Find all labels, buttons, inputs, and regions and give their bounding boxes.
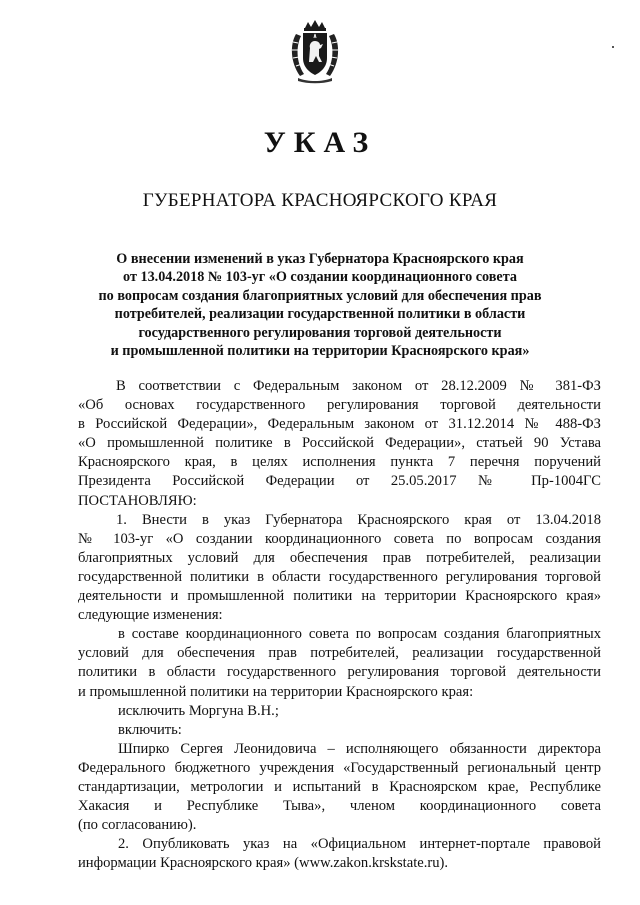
- body-line: следующие изменения:: [78, 607, 223, 624]
- document-heading: [60, 250, 580, 360]
- coat-of-arms-icon: [288, 20, 342, 84]
- body-line: ПОСТАНОВЛЯЮ:: [78, 492, 197, 509]
- heading-line: и промышленной политики на территории Красноярского края»: [110, 343, 530, 360]
- body-line: и промышленной политики на территории Красноярского края:: [78, 683, 474, 700]
- heading-line: от 13.04.2018 № 103-уг «О создании координационного совета: [123, 269, 517, 286]
- scan-dot: [612, 46, 614, 48]
- body-line: «Об основах государственного регулирования торговой деятельности: [78, 397, 601, 414]
- body-line: деятельности и промышленной политики на территории Красноярского края»: [78, 588, 601, 605]
- body-line: исключить Моргуна В.Н.;: [118, 702, 279, 719]
- body-line: Хакасия и Республике Тыва», членом координационного совета: [78, 798, 601, 815]
- body-line: благоприятных условий для обеспечения прав потребителей, реализации: [78, 549, 601, 566]
- document-body: [78, 377, 601, 873]
- body-line: Президента Российской Федерации от 25.05.2017 № Пр-1004ГС: [78, 473, 601, 490]
- body-line: политики в области государственного регулирования торговой деятельности: [78, 664, 601, 681]
- heading-line: государственного регулирования торговой деятельности: [138, 324, 502, 341]
- body-line: стандартизации, метрологии и испытаний в Красноярском крае, Республике: [78, 778, 601, 795]
- body-line: (по согласованию).: [78, 817, 197, 834]
- body-line: 2. Опубликовать указ на «Официальном интернет-портале правовой: [118, 836, 601, 853]
- body-line: В соответствии с Федеральным законом от 28.12.2009 № 381-ФЗ: [116, 378, 601, 394]
- body-line: № 103-уг «О создании координационного совета по вопросам создания: [78, 530, 601, 547]
- body-line: Федерального бюджетного учреждения «Государственный региональный центр: [78, 759, 601, 776]
- body-line: включить:: [118, 721, 182, 738]
- body-line: 1. Внести в указ Губернатора Красноярского края от 13.04.2018: [116, 511, 601, 528]
- document-subtitle: ГУБЕРНАТОРА КРАСНОЯРСКОГО КРАЯ: [142, 190, 498, 211]
- document-title: УКАЗ: [263, 126, 377, 159]
- body-line: «О промышленной политике в Российской Федерации», статьей 90 Устава: [78, 435, 601, 452]
- body-line: Красноярского края, в целях исполнения пункта 7 перечня поручений: [78, 454, 601, 471]
- body-line: условий для обеспечения прав потребителей, реализации государственной: [78, 645, 601, 662]
- body-line: информации Красноярского края» (www.zakon.krskstate.ru).: [78, 855, 449, 872]
- body-line: Шпирко Сергея Леонидовича – исполняющего обязанности директора: [118, 740, 601, 757]
- body-line: государственной политики в области государственного регулирования торговой: [78, 568, 601, 585]
- heading-line: потребителей, реализации государственной политики в области: [114, 306, 526, 323]
- heading-line: по вопросам создания благоприятных условий для обеспечения прав: [98, 287, 542, 304]
- body-line: в Российской Федерации», Федеральным законом от 31.12.2014 № 488-ФЗ: [78, 416, 601, 433]
- body-line: в составе координационного совета по вопросам создания благоприятных: [118, 626, 601, 643]
- heading-line: О внесении изменений в указ Губернатора Красноярского края: [116, 251, 524, 267]
